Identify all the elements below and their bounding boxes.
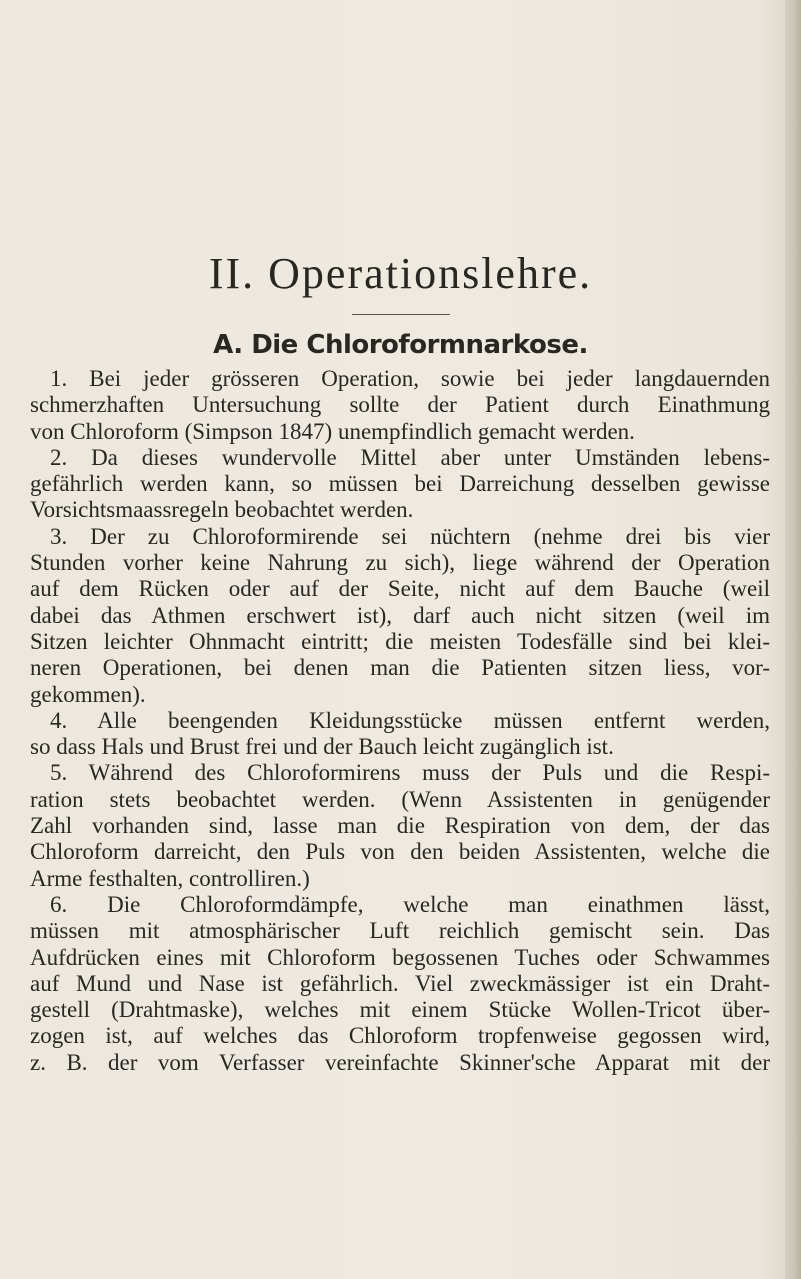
text-line: 1. Bei jeder grösseren Operation, sowie bei jeder langdauernden xyxy=(50,366,770,391)
text-line: 6. Die Chloroformdämpfe, welche man einathmen lässt, xyxy=(50,891,770,917)
text-line: 4. Alle beengenden Kleidungsstücke müssen entfernt werden, xyxy=(50,707,770,733)
text-line: Vorsichtsmaassregeln beobachtet werden. xyxy=(30,497,414,523)
text-line: Stunden vorher keine Nahrung zu sich), liege während der Operation xyxy=(30,550,770,576)
text-line: z. B. der vom Verfasser vereinfachte Skinner'sche Apparat mit der xyxy=(30,1049,770,1075)
body-text xyxy=(30,366,770,1076)
text-line: Chloroform darreicht, den Puls von den beiden Assistenten, welche die xyxy=(30,839,770,865)
text-line: auf Mund und Nase ist gefährlich. Viel zweckmässiger ist ein Draht- xyxy=(30,970,770,996)
text-line: gefährlich werden kann, so müssen bei Darreichung desselben gewisse xyxy=(30,471,770,497)
text-line: gestell (Drahtmaske), welches mit einem Stücke Wollen-Tricot über- xyxy=(30,997,770,1023)
text-line: von Chloroform (Simpson 1847) unempfindlich gemacht werden. xyxy=(30,418,635,444)
text-line: 3. Der zu Chloroformirende sei nüchtern (nehme drei bis vier xyxy=(50,523,770,549)
text-line: Sitzen leichter Ohnmacht eintritt; die meisten Todesfälle sind bei klei- xyxy=(30,628,770,654)
text-line: 5. Während des Chloroformirens muss der Puls und die Respi- xyxy=(50,760,770,786)
text-line: Arme festhalten, controlliren.) xyxy=(30,865,310,891)
text-line: neren Operationen, bei denen man die Patienten sitzen liess, vor- xyxy=(30,655,770,681)
text-line: auf dem Rücken oder auf der Seite, nicht auf dem Bauche (weil xyxy=(30,576,770,602)
text-line: dabei das Athmen erschwert ist), darf auch nicht sitzen (weil im xyxy=(30,602,770,628)
chapter-heading: II. Operationslehre. xyxy=(208,249,593,298)
text-line: Aufdrücken eines mit Chloroform begossenen Tuches oder Schwammes xyxy=(30,944,770,970)
text-line: 2. Da dieses wundervolle Mittel aber unter Umständen lebens- xyxy=(50,444,770,470)
text-line: schmerzhaften Untersuchung sollte der Patient durch Einathmung xyxy=(30,392,770,418)
text-line: ration stets beobachtet werden. (Wenn Assistenten in genügender xyxy=(30,786,770,812)
text-line: so dass Hals und Brust frei und der Bauch leicht zugänglich ist. xyxy=(30,734,614,760)
text-line: Zahl vorhanden sind, lasse man die Respiration von dem, der das xyxy=(30,813,770,839)
section-heading: A. Die Chloroformnarkose. xyxy=(213,330,588,360)
text-line: zogen ist, auf welches das Chloroform tropfenweise gegossen wird, xyxy=(30,1023,770,1049)
text-line: gekommen). xyxy=(30,681,146,707)
text-line: müssen mit atmosphärischer Luft reichlich gemischt sein. Das xyxy=(30,918,770,944)
heading-divider xyxy=(352,314,450,315)
page-edge-shadow xyxy=(785,0,801,1279)
